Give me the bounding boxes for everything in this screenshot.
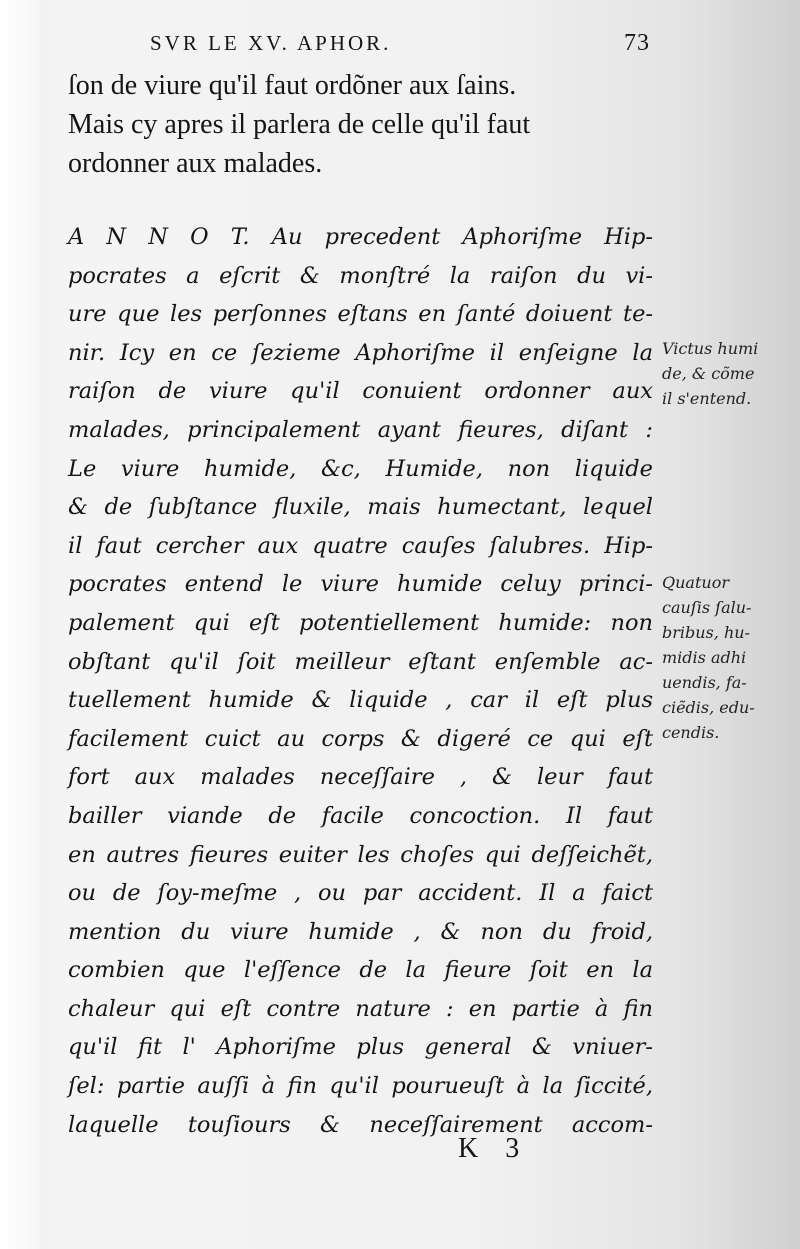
commentary-line: facilement cuict au corps & digeré ce qui eſt — [68, 725, 653, 752]
running-head — [150, 30, 650, 57]
commentary-line: bailler viande de facile concoction. Il faut — [68, 802, 653, 829]
commentary-line: A N N O T. Au precedent Aphoriſme Hip- — [68, 224, 653, 250]
commentary-line: mention du viure humide , & non du froid, — [68, 918, 653, 945]
commentary-line: nir. Icy en ce ſezieme Aphoriſme il enſeigne la — [68, 339, 653, 366]
commentary-line: obſtant qu'il ſoit meilleur eſtant enſemble ac- — [68, 648, 653, 675]
commentary-line: ou de ſoy-meſme , ou par accident. Il a faict — [68, 880, 653, 907]
commentary-line: malades, principalement ayant fieures, diſant : — [68, 416, 653, 443]
commentary-line: qu'il fit l' Aphoriſme plus general & vniuer- — [68, 1034, 653, 1061]
page-number: 73 — [624, 30, 650, 56]
page-gutter — [0, 0, 40, 1249]
text-line: ſon de viure qu'il faut ordõner aux ſains. — [68, 70, 517, 101]
commentary-line: tuellement humide & liquide , car il eſt plus — [68, 687, 653, 714]
annotation-commentary — [68, 218, 653, 1144]
margin-note-victus-humidus — [662, 336, 792, 411]
margin-note-line: il s'entend. — [662, 389, 752, 408]
commentary-line: ure que les perſonnes eſtans en ſanté doiuent te- — [68, 301, 653, 328]
commentary-line: pocrates entend le viure humide celuy princi- — [68, 571, 653, 598]
margin-note-line: cauſis ſalu- — [662, 598, 752, 617]
text-line: ordonner aux malades. — [68, 148, 323, 179]
margin-note-line: de, & cõme — [662, 364, 755, 383]
aphorism-text — [68, 66, 648, 183]
commentary-line: ſel: partie auſſi à fin qu'il pourueuſt à la ſiccité, — [68, 1073, 653, 1100]
commentary-line: pocrates a eſcrit & monſtré la raiſon du vi- — [68, 262, 653, 289]
margin-note-line: uendis, fa- — [662, 673, 747, 692]
margin-note-line: cendis. — [662, 723, 720, 742]
commentary-line: & de ſubſtance fluxile, mais humectant, lequel — [68, 494, 653, 521]
commentary-line: il faut cercher aux quatre cauſes ſalubres. Hip- — [68, 532, 653, 559]
commentary-line: raiſon de viure qu'il conuient ordonner aux — [68, 378, 653, 405]
commentary-line: palement qui eſt potentiellement humide: non — [68, 609, 653, 636]
commentary-line: chaleur qui eſt contre nature : en partie à fin — [68, 995, 653, 1022]
commentary-line: combien que l'eſſence de la fieure ſoit en la — [68, 957, 653, 984]
commentary-line: fort aux malades neceſſaire , & leur faut — [68, 764, 653, 791]
margin-note-line: bribus, hu- — [662, 623, 750, 642]
margin-note-line: Victus humi — [662, 339, 759, 358]
margin-note-line: Quatuor — [662, 573, 729, 592]
signature-mark: K 3 — [458, 1133, 530, 1164]
margin-note-line: ciẽdis, edu- — [662, 698, 755, 717]
commentary-line: laquelle touſiours & neceſſairement accom- — [68, 1111, 653, 1138]
commentary-line: en autres fieures euiter les choſes qui deſſeichẽt, — [68, 841, 653, 868]
commentary-line: Le viure humide, &c, Humide, non liquide — [68, 455, 653, 482]
margin-note-line: midis adhi — [662, 648, 747, 667]
text-line: Mais cy apres il parlera de celle qu'il faut — [68, 109, 531, 140]
running-head-title: SVR LE XV. APHOR. — [150, 31, 392, 55]
margin-note-quatuor-causis — [662, 570, 792, 745]
